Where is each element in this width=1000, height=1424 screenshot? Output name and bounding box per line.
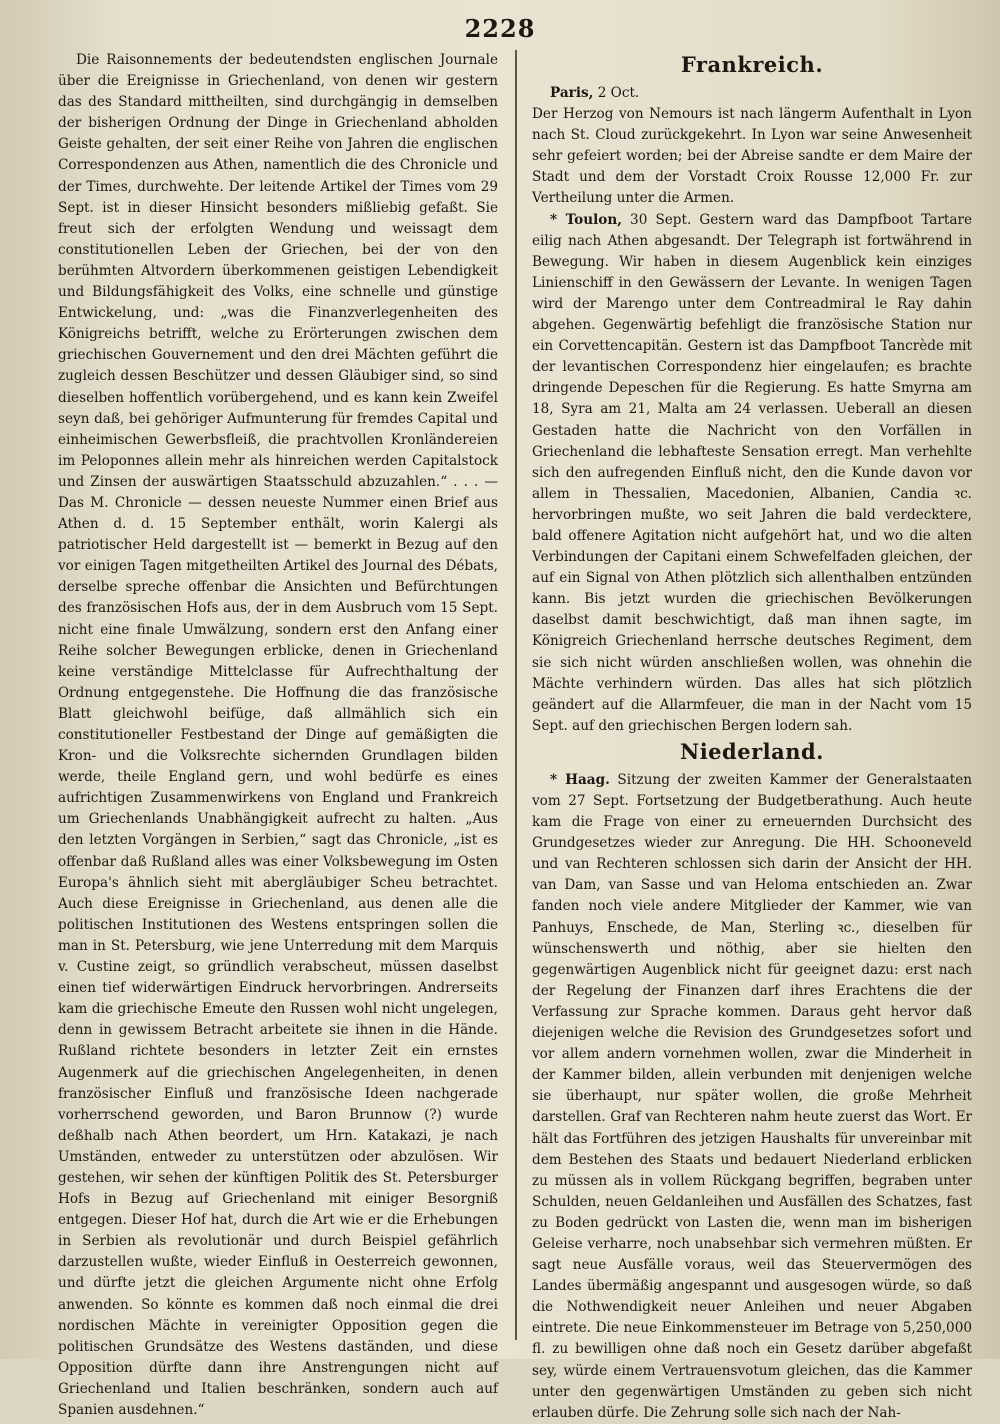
article-toulon <box>532 210 972 737</box>
left-column <box>58 50 498 1418</box>
date-toulon: 30 Sept. <box>621 211 692 228</box>
dateline-haag: * Haag. <box>550 771 610 788</box>
section-heading-frankreich: Frankreich. <box>680 52 824 77</box>
article-paris-text: Der Herzog von Nemours ist nach längerm Aufenthalt in Lyon nach St. Cloud zurückgekehrt. In Lyon war seine Anwesenheit sehr gefeiert worden; bei der Abreise sandte er dem Maire der Stadt und dem der Vorstadt Croix Rousse 12,000 Fr. zur Vertheilung unter die Armen. <box>532 106 972 207</box>
article-haag <box>532 770 972 1424</box>
article-haag-text: Sitzung der zweiten Kammer der Generalstaaten vom 27 Sept. Fortsetzung der Budgetberathung. Auch heute kam die Frage von einer zu erneuernden Durchsicht des Grundgesetzes wieder zur Anregung. Die HH. Schooneveld und van Rechteren schlossen sich darin der Ansicht der HH. van Dam, van Sasse und van Heloma entschieden an. Zwar fanden noch viele andere Mitglieder der Kammer, wie van Panhuys, Enschede, de Man, Sterling ꝛc., dieselben für wünschenswerth und nöthig, aber sie hielten den gegenwärtigen Augenblick nicht für geeignet dazu: erst nach der Regelung der Finanzen darf ihres Erachtens die der Verfassung zur Sprache kommen. Daraus geht hervor daß diejenigen welche die Revision des Grundgesetzes sofort und vor allem andern vornehmen wollen, zwar die Minderheit in der Kammer bilden, allein verbunden mit denjenigen welche sie überhaupt, nur später wollen, die große Mehrheit darstellen. Graf van Rechteren nahm heute zuerst das Wort. Er hält das Fortführen des jetzigen Haushalts für unvereinbar mit dem Bestehen des Staats und bedauert Niederland erblicken zu müssen als in vollem Rückgang begriffen, begraben unter Schulden, neuen Geldanleihen und Ausfällen des Schatzes, fast zu Boden gedrückt von Lasten die, wenn man im bisherigen Geleise verharre, noch unabsehbar sich vermehren müßten. Er sagt neue Ausfälle voraus, weil das Steuervermögen des Landes übermäßig angespannt und ausgesogen würde, so daß die Nothwendigkeit neuer Anleihen und neuer Abgaben eintrete. Die neue Einkommensteuer im Betrage von 5,250,000 fl. zu bewilligen ohne daß noch ein Gesetz darüber abgefaßt sey, würde einem Vertrauensvotum gleichen, das die Kammer unter den gegenwärtigen Umständen zu geben sich nicht erlauben dürfe. Die Zehrung solle sich nach der Nah- <box>532 771 973 1421</box>
right-column <box>532 50 973 1421</box>
article-toulon-text: Gestern ward das Dampfboot Tartare eilig nach Athen abgesandt. Der Telegraph ist fortwährend in Bewegung. Wir haben in diesem Augenblick kein einziges Linienschiff in den Gewässern der Levante. In wenigen Tagen wird der Marengo unter dem Contreadmiral le Ray dahin abgehen. Gegenwärtig befehligt die französische Station nur ein Corvettencapitän. Gestern ist das Dampfboot Tancrède mit der levantischen Correspondenz hier eingelaufen; es brachte dringende Depeschen für die Regierung. Es hatte Smyrna am 18, Syra am 21, Malta am 24 verlassen. Ueberall an diesen Gestaden hatte die Nachricht von den Vorfällen in Griechenland die lebhafteste Sensation erregt. Man verhehlte sich den aufregenden Einfluß nicht, den die Kunde davon vor allem in Thessalien, Macedonien, Albanien, Candia ꝛc. hervorbringen mußte, wo seit Jahren die bald verdecktere, bald offenere Agitation nicht aufgehört hat, und wo die alten Verbindungen der Capitani einem Schwefelfaden gleichen, der auf ein Signal von Athen plötzlich sich allenthalben entzünden kann. Bis jetzt wurden die griechischen Bevölkerungen daselbst damit beschwichtigt, daß man ihnen sagte, im Königreich Griechenland herrsche deutsches Regiment, dem sie sich nicht würden anschließen wollen, was ohnehin die Mächte verhindern würden. Das alles hat sich plötzlich geändert auf die Allarmfeuer, die man in der Nacht vom 15 Sept. auf den griechischen Bergen lodern sah. <box>532 211 972 734</box>
dateline-toulon: * Toulon, <box>550 211 622 228</box>
columns <box>58 50 973 1421</box>
section-heading-niederland: Niederland. <box>680 738 824 764</box>
dateline-paris: Paris, <box>550 85 594 101</box>
article-paris <box>532 83 972 104</box>
date-paris: 2 Oct. <box>593 85 640 101</box>
article-english-journals: Die Raisonnements der bedeutendsten englischen Journale über die Ereignisse in Griechenland, von denen wir gestern das des Standard mittheilten, sind durchgängig in demselben der bisherigen Ordnung der Dinge in Griechenland abholden Geiste gehalten, der seit einer Reihe von Jahren die englischen Correspondenzen aus Athen, namentlich die des Chronicle und der Times, durchwehte. Der leitende Artikel der Times vom 29 Sept. ist in dieser Hinsicht besonders mißliebig gefaßt. Sie freut sich der erfolgten Wendung und weissagt dem constitutionellen Leben der Griechen, bei der von den berühmten Altvordern überkommenen geistigen Lebendigkeit und Bildungsfähigkeit des Volks, eine schnelle und günstige Entwickelung, und: „was die Finanzverlegenheiten des Königreichs betrifft, welche zu Erörterungen zwischen dem griechischen Gouvernement und den drei Mächten geführt die zugleich dessen Beschützer und dessen Gläubiger sind, so sind dieselben hoffentlich vorübergehend, und es kann kein Zweifel seyn daß, bei gehöriger Aufmunterung für fremdes Capital und einheimischen Gewerbsfleiß, die prachtvollen Kronländereien im Peloponnes allein mehr als hinreichen werden Capitalstock und Zinsen der auswärtigen Staatsschuld abzuzahlen.“ . . . — Das M. Chronicle — dessen neueste Nummer einen Brief aus Athen d. d. 15 September enthält, worin Kalergi als patriotischer Held dargestellt ist — bemerkt in Bezug auf den vor einigen Tagen mitgetheilten Artikel des Journal des Débats, derselbe spreche offenbar die Ansichten und Befürchtungen des französischen Hofs aus, der in dem Ausbruch vom 15 Sept. nicht eine finale Umwälzung, sondern erst den Anfang einer Reihe solcher Bewegungen erblicke, denen in Griechenland keine verständige Mittelclasse für Aufrechthaltung der Ordnung entgegenstehe. Die Hoffnung die das französische Blatt gleichwohl beifüge, daß allmählich sich ein constitutioneller Festbestand der Dinge auf gemäßigten die Kron- und die Volksrechte sichernden Grundlagen bilden werde, theile England gern, und wohl bedürfe es eines aufrichtigen Zusammenwirkens von England und Frankreich um Griechenlands Unabhängigkeit aufrecht zu halten. „Aus den letzten Vorgängen in Serbien,“ sagt das Chronicle, „ist es offenbar daß Rußland alles was einer Volksbewegung im Osten Europa's ähnlich sieht mit abergläubiger Scheu betrachtet. Auch diese Ereignisse in Griechenland, aus denen alle die politischen Institutionen des Westens entspringen sollen die man in St. Petersburg, wie jene Unterredung mit dem Marquis v. Custine zeigt, so gründlich verabscheut, müssen daselbst einen tief widerwärtigen Eindruck hervorbringen. Andrerseits kam die griechische Emeute den Russen wohl nicht ungelegen, denn in gewissem Betracht arbeitete sie ihnen in die Hände. Rußland richtete besonders in letzter Zeit ein ernstes Augenmerk auf die griechischen Angelegenheiten, in denen französischer Einfluß und französische Ideen nachgerade vorherrschend geworden, und Baron Brunnow (?) wurde deßhalb nach Athen beordert, um Hrn. Katakazi, je nach Umständen, entweder zu unterstützen oder abzulösen. Wir gestehen, wir sehen der künftigen Politik des St. Petersburger Hofs in Bezug auf Griechenland mit einiger Besorgniß entgegen. Dieser Hof hat, durch die Art wie er die Erhebungen in Serbien als revolutionär und durch Beispiel gefährlich darzustellen wußte, wieder Einfluß in Oesterreich gewonnen, und dürfte jetzt die gleichen Argumente nicht ohne Erfolg anwenden. So könnte es kommen daß noch einmal die drei nordischen Mächte in vereinigter Opposition gegen die politischen Grundsätze des Westens daständen, und diese Opposition dürfte dann ihre Anstrengungen nicht auf Griechenland und Italien beschränken, sondern auch auf Spanien ausdehnen.“ <box>58 52 498 1418</box>
page-number: 2228 <box>464 14 536 43</box>
